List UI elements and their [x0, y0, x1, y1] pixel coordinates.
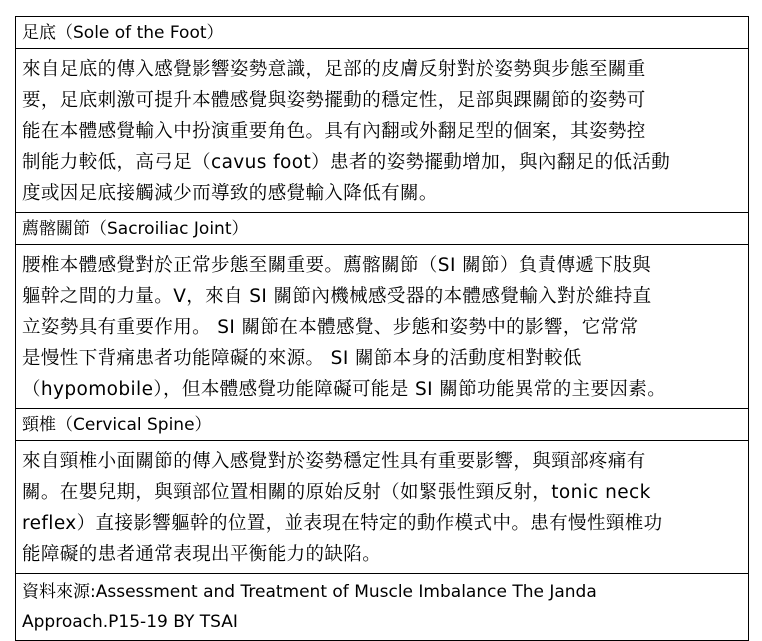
source-line: Approach.P15-19 BY TSAI — [22, 612, 238, 632]
body-line: 度或因足底接觸減少而導致的感覺輸入降低有關。 — [22, 183, 438, 204]
body-line: 腰椎本體感覺對於正常步態至關重要。薦髂關節（SI 關節）負責傳遞下肢與 — [22, 255, 652, 276]
source-line: 資料來源:Assessment and Treatment of Muscle Imbalance The Janda — [22, 582, 597, 602]
source-citation — [16, 574, 748, 640]
body-line: 關。在嬰兒期，與頸部位置相關的原始反射（如緊張性頸反射，tonic neck — [22, 482, 651, 503]
section-header-sacroiliac: 薦髂關節（Sacroiliac Joint） — [16, 213, 748, 245]
document-table — [15, 16, 749, 641]
body-line: 是慢性下背痛患者功能障礙的來源。 SI 關節本身的活動度相對較低 — [22, 348, 582, 369]
body-line: 要，足底刺激可提升本體感覺與姿勢擺動的穩定性，足部與踝關節的姿勢可 — [22, 90, 646, 111]
body-line: 立姿勢具有重要作用。 SI 關節在本體感覺、步態和姿勢中的影響，它常常 — [22, 317, 639, 338]
body-line: 能障礙的患者通常表現出平衡能力的缺陷。 — [22, 544, 382, 565]
body-line: 制能力較低，高弓足（cavus foot）患者的姿勢擺動增加，與內翻足的低活動 — [22, 152, 671, 173]
body-line: 軀幹之間的力量。V，來自 SI 關節內機械感受器的本體感覺輸入對於維持直 — [22, 286, 652, 307]
section-body-sacroiliac — [16, 245, 748, 409]
section-body-cervical — [16, 441, 748, 574]
body-line: 來自足底的傳入感覺影響姿勢意識，足部的皮膚反射對於姿勢與步態至關重 — [22, 59, 646, 80]
body-line: reflex）直接影響軀幹的位置，並表現在特定的動作模式中。患有慢性頸椎功 — [22, 513, 663, 534]
body-line: （hypomobile），但本體感覺功能障礙可能是 SI 關節功能異常的主要因素。 — [22, 379, 667, 400]
body-line: 能在本體感覺輸入中扮演重要角色。具有內翻或外翻足型的個案，其姿勢控 — [22, 121, 646, 142]
section-body-sole — [16, 49, 748, 213]
section-header-cervical: 頸椎（Cervical Spine） — [16, 409, 748, 441]
body-line: 來自頸椎小面關節的傳入感覺對於姿勢穩定性具有重要影響，與頸部疼痛有 — [22, 451, 646, 472]
section-header-sole: 足底（Sole of the Foot） — [16, 17, 748, 49]
